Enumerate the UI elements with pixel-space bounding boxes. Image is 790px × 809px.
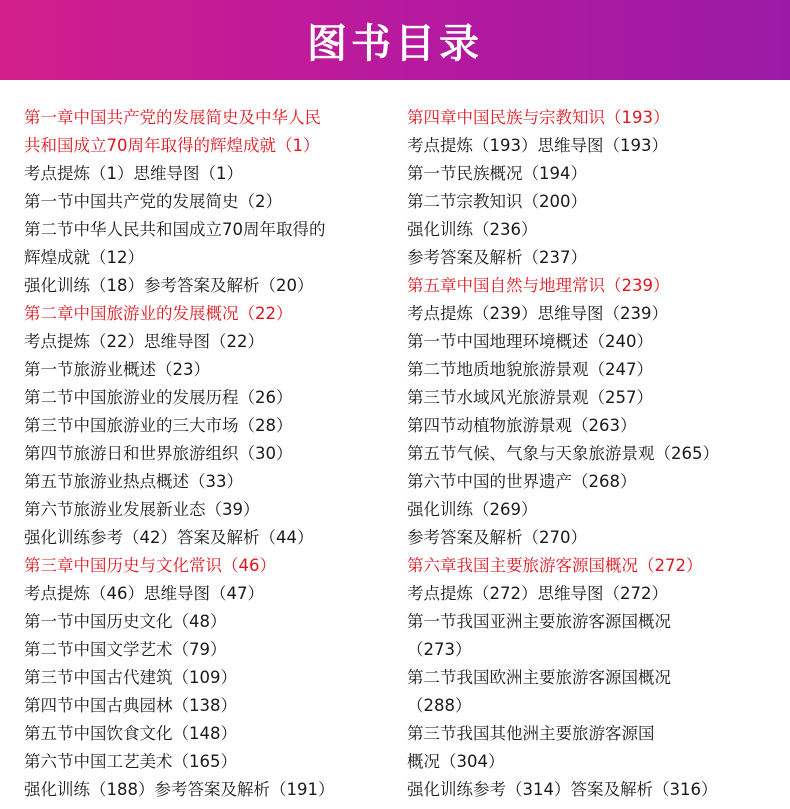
toc-entry: （288）: [407, 696, 472, 715]
toc-entry: 概况（304）: [407, 752, 505, 771]
toc-entry: 考点提炼（46）思维导图（47）: [24, 584, 264, 603]
toc-entry: 第二节宗教知识（200）: [407, 192, 587, 211]
toc-chapter-heading: 第四章中国民族与宗教知识（193）: [407, 108, 670, 127]
toc-entry: 第二节中国旅游业的发展历程（26）: [24, 388, 293, 407]
toc-entry: 强化训练（188）参考答案及解析（191）: [24, 780, 335, 799]
toc-entry: 第六节中国的世界遗产（268）: [407, 472, 637, 491]
header-banner: [0, 0, 790, 80]
toc-entry: 第二节中国文学艺术（79）: [24, 640, 227, 659]
toc-entry: 考点提炼（272）思维导图（272）: [407, 584, 668, 603]
toc-chapter-heading: 第三章中国历史与文化常识（46）: [24, 556, 276, 575]
toc-entry: 第三节中国旅游业的三大市场（28）: [24, 416, 293, 435]
toc-entry: 第四节动植物旅游景观（263）: [407, 416, 637, 435]
toc-entry: 强化训练（236）: [407, 220, 538, 239]
toc-chapter-heading: 第五章中国自然与地理常识（239）: [407, 276, 670, 295]
toc-entry: 强化训练参考（314）答案及解析（316）: [407, 780, 718, 799]
toc-entry: 参考答案及解析（237）: [407, 248, 587, 267]
toc-entry: 第三节中国古代建筑（109）: [24, 668, 237, 687]
toc-entry: 第五节旅游业热点概述（33）: [24, 472, 243, 491]
toc-chapter-heading: 第二章中国旅游业的发展概况（22）: [24, 304, 293, 323]
toc-entry: 第二节中华人民共和国成立70周年取得的: [24, 220, 326, 239]
toc-entry: 考点提炼（239）思维导图（239）: [407, 304, 668, 323]
toc-entry: 第三节水域风光旅游景观（257）: [407, 388, 653, 407]
toc-entry: 第二节地质地貌旅游景观（247）: [407, 360, 653, 379]
toc-entry: 考点提炼（22）思维导图（22）: [24, 332, 264, 351]
toc-entry: 第五节气候、气象与天象旅游景观（265）: [407, 444, 719, 463]
toc-entry: 第一节中国共产党的发展简史（2）: [24, 192, 282, 211]
toc-entry: 第四节中国古典园林（138）: [24, 696, 237, 715]
toc-entry: 强化训练参考（42）答案及解析（44）: [24, 528, 314, 547]
toc-entry: 强化训练（269）: [407, 500, 538, 519]
toc-entry: 强化训练（18）参考答案及解析（20）: [24, 276, 314, 295]
toc-entry: 第一节中国地理环境概述（240）: [407, 332, 653, 351]
toc-entry: 考点提炼（1）思维导图（1）: [24, 164, 243, 183]
toc-entry: 第六节旅游业发展新业态（39）: [24, 500, 260, 519]
toc-entry: 第一节中国历史文化（48）: [24, 612, 227, 631]
toc-entry: 第一节民族概况（194）: [407, 164, 587, 183]
toc-chapter-heading: 共和国成立70周年取得的辉煌成就（1）: [24, 136, 320, 155]
toc-left-column: [24, 104, 396, 804]
toc-chapter-heading: 第六章我国主要旅游客源国概况（272）: [407, 556, 703, 575]
toc-entry: 第四节旅游日和世界旅游组织（30）: [24, 444, 293, 463]
toc-entry: 第一节我国亚洲主要旅游客源国概况: [407, 612, 671, 631]
toc-right-column: [407, 104, 785, 804]
toc-chapter-heading: 第一章中国共产党的发展简史及中华人民: [24, 108, 321, 127]
toc-entry: （273）: [407, 640, 472, 659]
toc-entry: 参考答案及解析（270）: [407, 528, 587, 547]
page-title: 图书目录: [307, 20, 483, 67]
toc-entry: 第三节我国其他洲主要旅游客源国: [407, 724, 655, 743]
toc-entry: 第二节我国欧洲主要旅游客源国概况: [407, 668, 671, 687]
toc-entry: 第六节中国工艺美术（165）: [24, 752, 237, 771]
toc-entry: 第一节旅游业概述（23）: [24, 360, 210, 379]
toc-entry: 考点提炼（193）思维导图（193）: [407, 136, 668, 155]
toc-entry: 第五节中国饮食文化（148）: [24, 724, 237, 743]
toc-entry: 辉煌成就（12）: [24, 248, 144, 267]
